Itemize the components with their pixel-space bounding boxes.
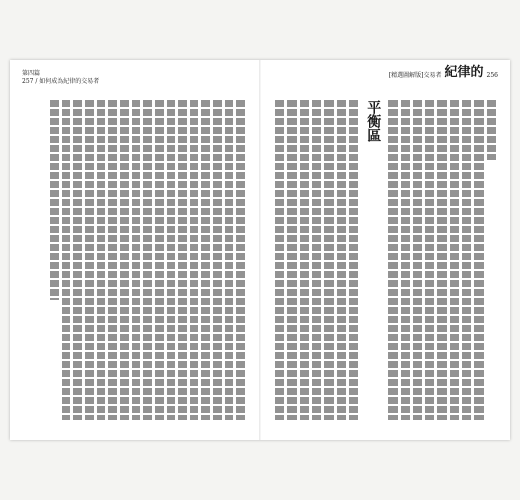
text-column [487, 100, 496, 160]
text-column [324, 100, 333, 420]
text-column [155, 100, 164, 420]
page-number-and-title: 257 / 如何成為紀律的交易者 [22, 78, 100, 85]
text-column [85, 100, 94, 420]
right-text-columns [275, 100, 496, 420]
text-column [190, 100, 199, 420]
text-column [337, 100, 346, 420]
text-column [312, 100, 321, 420]
page-number: 256 [486, 72, 498, 79]
text-column [143, 100, 152, 420]
text-column [225, 100, 234, 420]
part-label: 第四篇 [22, 70, 41, 77]
text-column [275, 100, 284, 420]
left-page [10, 60, 259, 440]
text-column [401, 100, 410, 420]
left-page-header [22, 70, 99, 86]
text-column [462, 100, 471, 420]
text-column [62, 100, 71, 420]
text-column [388, 100, 397, 420]
book-subtitle: [精選圖解版]交易者 [388, 72, 442, 79]
section-heading: 平衡區 [365, 100, 382, 142]
book-spread [10, 60, 510, 440]
text-column [120, 100, 129, 420]
text-column [201, 100, 210, 420]
text-column [474, 100, 483, 420]
left-text-columns [50, 100, 245, 420]
text-column [236, 100, 245, 420]
book-title: 紀律的 [444, 65, 484, 80]
text-column [450, 100, 459, 420]
right-page [261, 60, 510, 440]
right-page-header [389, 66, 498, 80]
text-column [437, 100, 446, 420]
text-column [178, 100, 187, 420]
text-column [287, 100, 296, 420]
text-column [213, 100, 222, 420]
text-column [50, 100, 59, 300]
text-column [413, 100, 422, 420]
text-column [167, 100, 176, 420]
text-column [108, 100, 117, 420]
text-column [349, 100, 358, 420]
text-column [73, 100, 82, 420]
text-column [132, 100, 141, 420]
text-column [425, 100, 434, 420]
text-column [300, 100, 309, 420]
text-column [97, 100, 106, 420]
